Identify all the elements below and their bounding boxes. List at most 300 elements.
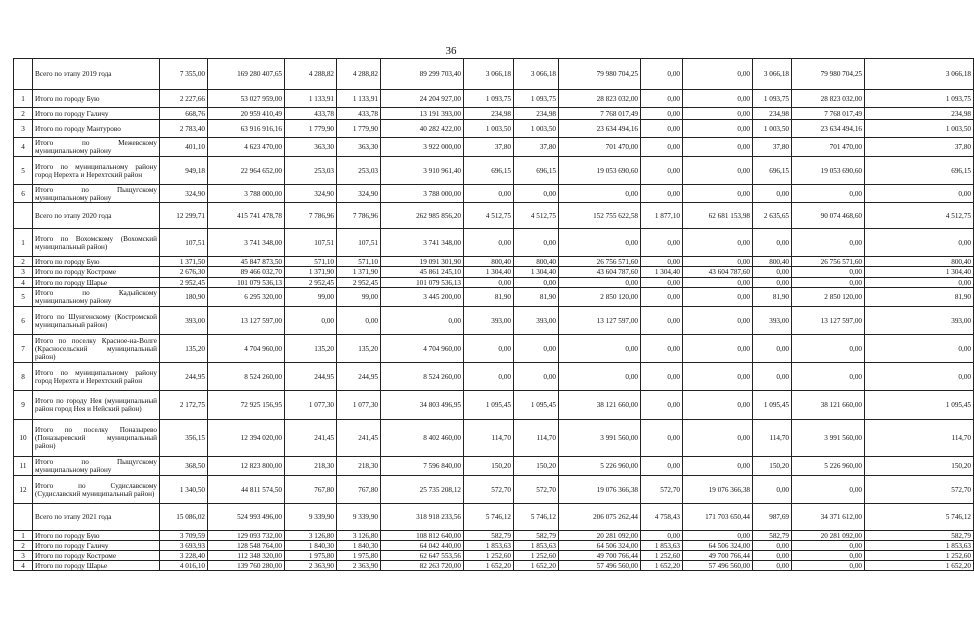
row-number: 9	[14, 391, 33, 420]
value-cell: 0,00	[285, 307, 337, 335]
value-cell: 393,00	[514, 307, 559, 335]
row-number: 7	[14, 335, 33, 363]
value-cell: 0,00	[514, 278, 559, 288]
value-cell: 180,90	[160, 288, 208, 307]
value-cell: 949,18	[160, 157, 208, 185]
value-cell: 4 512,75	[865, 203, 974, 229]
row-number: 8	[14, 363, 33, 391]
value-cell: 2 227,66	[160, 90, 208, 108]
value-cell: 82 263 720,00	[381, 561, 464, 571]
value-cell: 64 506 324,00	[683, 541, 753, 551]
value-cell: 26 756 571,60	[559, 257, 641, 267]
value-cell: 0,00	[514, 229, 559, 257]
value-cell: 241,45	[285, 420, 337, 457]
value-cell: 324,90	[160, 185, 208, 203]
value-cell: 19 053 690,60	[792, 157, 865, 185]
value-cell: 0,00	[641, 120, 683, 138]
value-cell: 1 853,63	[865, 541, 974, 551]
value-cell: 4 288,82	[337, 59, 381, 90]
value-cell: 135,20	[285, 335, 337, 363]
value-cell: 13 127 597,00	[559, 307, 641, 335]
value-cell: 1 652,20	[464, 561, 514, 571]
value-cell: 0,00	[792, 229, 865, 257]
table-row	[14, 541, 974, 551]
value-cell: 3 126,80	[337, 531, 381, 541]
value-cell: 572,70	[865, 476, 974, 504]
value-cell: 1 003,50	[753, 120, 792, 138]
value-cell: 107,51	[285, 229, 337, 257]
row-number: 1	[14, 90, 33, 108]
value-cell: 3 910 961,40	[381, 157, 464, 185]
value-cell: 1 003,50	[514, 120, 559, 138]
value-cell: 0,00	[641, 335, 683, 363]
value-cell: 38 121 660,00	[792, 391, 865, 420]
value-cell: 0,00	[792, 185, 865, 203]
value-cell: 0,00	[683, 363, 753, 391]
row-number: 2	[14, 108, 33, 120]
row-number: 3	[14, 551, 33, 561]
value-cell: 1 003,50	[865, 120, 974, 138]
value-cell: 128 548 764,00	[208, 541, 285, 551]
value-cell: 26 756 571,60	[792, 257, 865, 267]
value-cell: 244,95	[337, 363, 381, 391]
value-cell: 241,45	[337, 420, 381, 457]
value-cell: 7 355,00	[160, 59, 208, 90]
value-cell: 0,00	[641, 420, 683, 457]
value-cell: 0,00	[641, 457, 683, 476]
value-cell: 4 016,10	[160, 561, 208, 571]
row-number	[14, 203, 33, 229]
value-cell: 1 003,50	[464, 120, 514, 138]
value-cell: 0,00	[865, 363, 974, 391]
value-cell: 3 741 348,00	[381, 229, 464, 257]
value-cell: 0,00	[559, 229, 641, 257]
value-cell: 150,20	[464, 457, 514, 476]
value-cell: 571,10	[337, 257, 381, 267]
value-cell: 0,00	[641, 138, 683, 157]
value-cell: 253,03	[285, 157, 337, 185]
value-cell: 244,95	[160, 363, 208, 391]
value-cell: 0,00	[683, 257, 753, 267]
value-cell: 0,00	[753, 185, 792, 203]
table-row	[14, 551, 974, 561]
table-row	[14, 335, 974, 363]
value-cell: 169 280 407,65	[208, 59, 285, 90]
value-cell: 0,00	[683, 157, 753, 185]
value-cell: 571,10	[285, 257, 337, 267]
value-cell: 572,70	[464, 476, 514, 504]
value-cell: 7 786,96	[337, 203, 381, 229]
value-cell: 0,00	[753, 561, 792, 571]
value-cell: 800,40	[753, 257, 792, 267]
value-cell: 0,00	[464, 363, 514, 391]
value-cell: 5 746,12	[514, 504, 559, 531]
row-name: Итого по городу Бую	[33, 90, 160, 108]
value-cell: 7 596 840,00	[381, 457, 464, 476]
value-cell: 0,00	[464, 229, 514, 257]
table-row	[14, 457, 974, 476]
value-cell: 393,00	[464, 307, 514, 335]
value-cell: 0,00	[683, 391, 753, 420]
value-cell: 64 506 324,00	[559, 541, 641, 551]
value-cell: 0,00	[514, 185, 559, 203]
row-number	[14, 504, 33, 531]
value-cell: 206 075 262,44	[559, 504, 641, 531]
value-cell: 114,70	[753, 420, 792, 457]
value-cell: 1 095,45	[753, 391, 792, 420]
value-cell: 0,00	[641, 391, 683, 420]
value-cell: 1 304,40	[641, 267, 683, 278]
value-cell: 6 295 320,00	[208, 288, 285, 307]
value-cell: 1 371,90	[337, 267, 381, 278]
value-cell: 324,90	[285, 185, 337, 203]
value-cell: 393,00	[753, 307, 792, 335]
value-cell: 1 133,91	[285, 90, 337, 108]
value-cell: 1 093,75	[865, 90, 974, 108]
value-cell: 0,00	[683, 138, 753, 157]
value-cell: 1 340,50	[160, 476, 208, 504]
value-cell: 4 758,43	[641, 504, 683, 531]
value-cell: 23 634 494,16	[559, 120, 641, 138]
value-cell: 1 252,60	[865, 551, 974, 561]
value-cell: 62 681 153,98	[683, 203, 753, 229]
stage-total-row	[14, 203, 974, 229]
value-cell: 0,00	[683, 288, 753, 307]
value-cell: 368,50	[160, 457, 208, 476]
value-cell: 3 066,18	[865, 59, 974, 90]
value-cell: 0,00	[381, 307, 464, 335]
value-cell: 582,79	[514, 531, 559, 541]
value-cell: 2 783,40	[160, 120, 208, 138]
row-number: 5	[14, 288, 33, 307]
value-cell: 0,00	[683, 420, 753, 457]
value-cell: 64 042 440,00	[381, 541, 464, 551]
value-cell: 79 980 704,25	[559, 59, 641, 90]
value-cell: 150,20	[753, 457, 792, 476]
value-cell: 0,00	[683, 120, 753, 138]
value-cell: 3 693,93	[160, 541, 208, 551]
value-cell: 49 700 766,44	[559, 551, 641, 561]
value-cell: 20 959 410,49	[208, 108, 285, 120]
value-cell: 57 496 560,00	[559, 561, 641, 571]
row-name: Итого по поселку Поназырево (Поназыревский муниципальный район)	[33, 420, 160, 457]
value-cell: 37,80	[865, 138, 974, 157]
value-cell: 234,98	[865, 108, 974, 120]
value-cell: 0,00	[753, 363, 792, 391]
value-cell: 1 304,40	[514, 267, 559, 278]
value-cell: 0,00	[641, 59, 683, 90]
table-row	[14, 185, 974, 203]
value-cell: 129 093 732,00	[208, 531, 285, 541]
table-row	[14, 307, 974, 335]
value-cell: 4 288,82	[285, 59, 337, 90]
row-name: Итого по поселку Красное-на-Волге (Красносельский муниципальный район)	[33, 335, 160, 363]
row-name: Итого по Кадыйскому муниципальному району	[33, 288, 160, 307]
value-cell: 800,40	[514, 257, 559, 267]
value-cell: 2 952,45	[160, 278, 208, 288]
value-cell: 0,00	[683, 457, 753, 476]
value-cell: 356,15	[160, 420, 208, 457]
value-cell: 1 252,60	[641, 551, 683, 561]
row-number: 1	[14, 229, 33, 257]
value-cell: 99,00	[285, 288, 337, 307]
row-name: Итого по городу Нея (муниципальный район город Нея и Нейский район)	[33, 391, 160, 420]
value-cell: 4 704 960,00	[381, 335, 464, 363]
value-cell: 218,30	[337, 457, 381, 476]
value-cell: 767,80	[337, 476, 381, 504]
value-cell: 701 470,00	[559, 138, 641, 157]
value-cell: 0,00	[641, 157, 683, 185]
value-cell: 696,15	[865, 157, 974, 185]
value-cell: 19 091 301,90	[381, 257, 464, 267]
row-number: 12	[14, 476, 33, 504]
value-cell: 0,00	[464, 335, 514, 363]
value-cell: 0,00	[753, 551, 792, 561]
value-cell: 1 853,63	[641, 541, 683, 551]
value-cell: 668,76	[160, 108, 208, 120]
value-cell: 28 823 032,00	[559, 90, 641, 108]
value-cell: 0,00	[792, 476, 865, 504]
value-cell: 72 925 156,95	[208, 391, 285, 420]
table-body	[14, 59, 974, 571]
value-cell: 0,00	[514, 335, 559, 363]
value-cell: 20 281 092,00	[792, 531, 865, 541]
row-name: Всего по этапу 2019 года	[33, 59, 160, 90]
value-cell: 0,00	[337, 307, 381, 335]
value-cell: 0,00	[641, 90, 683, 108]
table-row	[14, 257, 974, 267]
value-cell: 0,00	[641, 363, 683, 391]
value-cell: 582,79	[865, 531, 974, 541]
value-cell: 0,00	[641, 257, 683, 267]
table-row	[14, 90, 974, 108]
value-cell: 0,00	[753, 229, 792, 257]
value-cell: 37,80	[753, 138, 792, 157]
row-name: Итого по городу Бую	[33, 257, 160, 267]
stage-total-row	[14, 504, 974, 531]
value-cell: 1 840,30	[285, 541, 337, 551]
value-cell: 1 304,40	[865, 267, 974, 278]
row-number: 5	[14, 157, 33, 185]
value-cell: 3 445 200,00	[381, 288, 464, 307]
value-cell: 0,00	[753, 476, 792, 504]
value-cell: 28 823 032,00	[792, 90, 865, 108]
value-cell: 1 652,20	[865, 561, 974, 571]
value-cell: 13 127 597,00	[208, 307, 285, 335]
value-cell: 0,00	[865, 229, 974, 257]
value-cell: 701 470,00	[792, 138, 865, 157]
value-cell: 15 086,02	[160, 504, 208, 531]
value-cell: 150,20	[514, 457, 559, 476]
value-cell: 318 918 233,56	[381, 504, 464, 531]
value-cell: 22 964 652,00	[208, 157, 285, 185]
value-cell: 3 788 000,00	[381, 185, 464, 203]
value-cell: 0,00	[753, 267, 792, 278]
value-cell: 0,00	[865, 335, 974, 363]
value-cell: 696,15	[514, 157, 559, 185]
value-cell: 114,70	[514, 420, 559, 457]
row-name: Итого по городу Костроме	[33, 551, 160, 561]
value-cell: 49 700 766,44	[683, 551, 753, 561]
value-cell: 0,00	[865, 185, 974, 203]
value-cell: 5 746,12	[865, 504, 974, 531]
value-cell: 5 226 960,00	[792, 457, 865, 476]
value-cell: 2 363,90	[285, 561, 337, 571]
value-cell: 800,40	[464, 257, 514, 267]
row-number: 3	[14, 267, 33, 278]
value-cell: 5 746,12	[464, 504, 514, 531]
value-cell: 1 095,45	[464, 391, 514, 420]
value-cell: 79 980 704,25	[792, 59, 865, 90]
value-cell: 3 741 348,00	[208, 229, 285, 257]
value-cell: 1 779,90	[337, 120, 381, 138]
value-cell: 1 853,63	[464, 541, 514, 551]
value-cell: 3 991 560,00	[792, 420, 865, 457]
value-cell: 0,00	[683, 307, 753, 335]
row-name: Итого по городу Костроме	[33, 267, 160, 278]
row-name: Итого по муниципальному району город Нерехта и Нерехтский район	[33, 157, 160, 185]
value-cell: 112 348 320,00	[208, 551, 285, 561]
value-cell: 582,79	[753, 531, 792, 541]
value-cell: 0,00	[559, 185, 641, 203]
value-cell: 2 952,45	[285, 278, 337, 288]
value-cell: 135,20	[160, 335, 208, 363]
program-stage-table	[13, 58, 974, 571]
value-cell: 1 077,30	[337, 391, 381, 420]
value-cell: 43 604 787,60	[683, 267, 753, 278]
value-cell: 363,30	[285, 138, 337, 157]
value-cell: 1 877,10	[641, 203, 683, 229]
table-row	[14, 229, 974, 257]
row-name: Итого по городу Шарье	[33, 561, 160, 571]
value-cell: 0,00	[683, 278, 753, 288]
value-cell: 800,40	[865, 257, 974, 267]
table-row	[14, 120, 974, 138]
value-cell: 3 228,40	[160, 551, 208, 561]
table-row	[14, 267, 974, 278]
value-cell: 1 304,40	[464, 267, 514, 278]
value-cell: 0,00	[641, 278, 683, 288]
value-cell: 218,30	[285, 457, 337, 476]
value-cell: 45 847 873,50	[208, 257, 285, 267]
value-cell: 53 027 959,00	[208, 90, 285, 108]
stage-total-row	[14, 59, 974, 90]
value-cell: 0,00	[792, 541, 865, 551]
value-cell: 3 066,18	[464, 59, 514, 90]
row-number: 4	[14, 278, 33, 288]
value-cell: 81,90	[865, 288, 974, 307]
value-cell: 0,00	[683, 108, 753, 120]
value-cell: 572,70	[514, 476, 559, 504]
value-cell: 0,00	[753, 335, 792, 363]
row-name: Всего по этапу 2021 года	[33, 504, 160, 531]
value-cell: 20 281 092,00	[559, 531, 641, 541]
table-row	[14, 157, 974, 185]
value-cell: 1 853,63	[514, 541, 559, 551]
value-cell: 0,00	[641, 185, 683, 203]
row-number: 6	[14, 185, 33, 203]
value-cell: 135,20	[337, 335, 381, 363]
value-cell: 139 760 280,00	[208, 561, 285, 571]
value-cell: 114,70	[865, 420, 974, 457]
value-cell: 7 786,96	[285, 203, 337, 229]
value-cell: 114,70	[464, 420, 514, 457]
value-cell: 0,00	[559, 278, 641, 288]
value-cell: 1 371,50	[160, 257, 208, 267]
value-cell: 1 093,75	[753, 90, 792, 108]
value-cell: 415 741 478,78	[208, 203, 285, 229]
value-cell: 57 496 560,00	[683, 561, 753, 571]
table-row	[14, 561, 974, 571]
value-cell: 34 803 496,95	[381, 391, 464, 420]
value-cell: 2 952,45	[337, 278, 381, 288]
value-cell: 4 704 960,00	[208, 335, 285, 363]
value-cell: 524 993 496,00	[208, 504, 285, 531]
value-cell: 13 191 393,00	[381, 108, 464, 120]
value-cell: 40 282 422,00	[381, 120, 464, 138]
value-cell: 0,00	[792, 561, 865, 571]
table-row	[14, 476, 974, 504]
value-cell: 696,15	[464, 157, 514, 185]
value-cell: 9 339,90	[337, 504, 381, 531]
value-cell: 0,00	[641, 288, 683, 307]
value-cell: 63 916 916,16	[208, 120, 285, 138]
value-cell: 101 079 536,13	[381, 278, 464, 288]
value-cell: 13 127 597,00	[792, 307, 865, 335]
value-cell: 34 371 612,00	[792, 504, 865, 531]
value-cell: 1 252,60	[464, 551, 514, 561]
row-name: Итого по Пыщугскому муниципальному району	[33, 185, 160, 203]
value-cell: 0,00	[559, 335, 641, 363]
value-cell: 37,80	[514, 138, 559, 157]
value-cell: 37,80	[464, 138, 514, 157]
row-number: 11	[14, 457, 33, 476]
value-cell: 0,00	[641, 108, 683, 120]
value-cell: 90 074 468,60	[792, 203, 865, 229]
row-number: 6	[14, 307, 33, 335]
value-cell: 23 634 494,16	[792, 120, 865, 138]
value-cell: 3 709,59	[160, 531, 208, 541]
value-cell: 0,00	[753, 278, 792, 288]
row-name: Итого по Вохомскому (Вохомский муниципальный район)	[33, 229, 160, 257]
value-cell: 1 779,90	[285, 120, 337, 138]
value-cell: 81,90	[753, 288, 792, 307]
value-cell: 4 512,75	[464, 203, 514, 229]
value-cell: 3 066,18	[753, 59, 792, 90]
value-cell: 44 811 574,50	[208, 476, 285, 504]
row-number: 2	[14, 541, 33, 551]
value-cell: 0,00	[464, 185, 514, 203]
row-name: Итого по городу Галичу	[33, 541, 160, 551]
value-cell: 0,00	[683, 531, 753, 541]
value-cell: 2 172,75	[160, 391, 208, 420]
value-cell: 1 975,80	[337, 551, 381, 561]
value-cell: 3 066,18	[514, 59, 559, 90]
row-number: 1	[14, 531, 33, 541]
value-cell: 4 512,75	[514, 203, 559, 229]
value-cell: 582,79	[464, 531, 514, 541]
value-cell: 1 095,45	[865, 391, 974, 420]
value-cell: 81,90	[464, 288, 514, 307]
value-cell: 4 623 470,00	[208, 138, 285, 157]
value-cell: 150,20	[865, 457, 974, 476]
value-cell: 433,78	[285, 108, 337, 120]
value-cell: 62 647 553,56	[381, 551, 464, 561]
value-cell: 433,78	[337, 108, 381, 120]
value-cell: 0,00	[683, 90, 753, 108]
value-cell: 2 676,30	[160, 267, 208, 278]
row-number: 4	[14, 561, 33, 571]
